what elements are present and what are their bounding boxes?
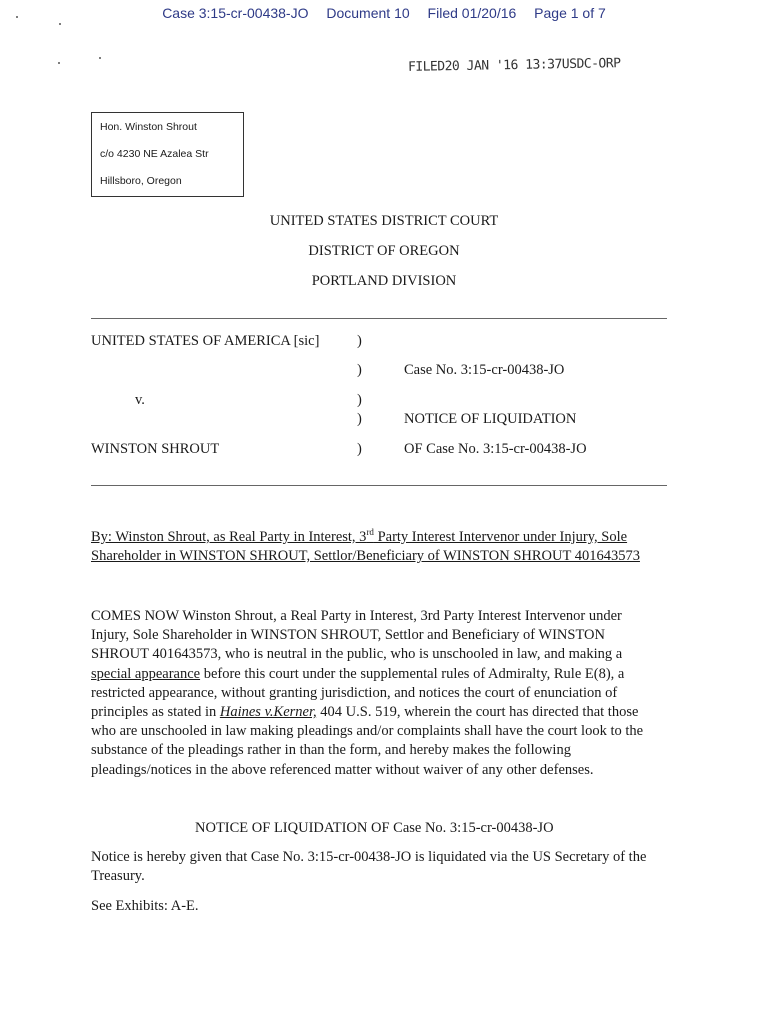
address-line: Hon. Winston Shrout: [100, 121, 197, 133]
address-box: [91, 112, 244, 197]
by-line: [91, 529, 627, 546]
case-number: Case No. 3:15-cr-00438-JO: [404, 362, 565, 378]
filed-stamp: FILED20 JAN '16 13:37USDC-ORP: [407, 56, 621, 75]
by-line-superscript: rd: [366, 527, 374, 538]
special-appearance: special appearance: [91, 665, 201, 682]
caption-paren: ): [357, 333, 362, 349]
scan-speck: [99, 57, 101, 59]
body-text: 404 U.S. 519, wherein the court has directed that those: [316, 704, 639, 721]
scan-speck: [59, 23, 61, 25]
notice-title-case: OF Case No. 3:15-cr-00438-JO: [404, 441, 587, 457]
scan-speck: [16, 16, 18, 18]
body-line: pleadings/notices in the above referenced matter without waiver of any other defenses.: [91, 761, 594, 778]
scan-speck: [58, 62, 60, 64]
body-line: who are unschooled in law making pleadings and/or complaints shall have the court look to the: [91, 723, 644, 740]
body-line: substance of the pleadings rather in than the form, and hereby makes the following: [91, 742, 571, 759]
header-case: Case 3:15-cr-00438-JO: [162, 5, 309, 21]
notice-text: Treasury.: [91, 868, 145, 884]
address-line: Hillsboro, Oregon: [100, 175, 182, 187]
divider: [91, 485, 667, 486]
by-line-2: Shareholder in WINSTON SHROUT, Settlor/Beneficiary of WINSTON SHROUT 401643573: [91, 548, 640, 564]
body-line: SHROUT 401643573, who is neutral in the public, who is unschooled in law, and making a: [91, 646, 623, 663]
body-text: principles as stated in: [91, 704, 220, 721]
by-line-text: By: Winston Shrout, as Real Party in Interest, 3: [91, 529, 367, 545]
notice-text: Notice is hereby given that Case No. 3:15-cr-00438-JO is liquidated via the US Secretary of the: [91, 849, 647, 865]
header-page: Page 1 of 7: [534, 5, 606, 21]
exhibits-reference: See Exhibits: A-E.: [91, 898, 199, 914]
body-line: COMES NOW Winston Shrout, a Real Party in Interest, 3rd Party Interest Intervenor under: [91, 608, 622, 624]
body-line: [91, 665, 671, 684]
notice-heading: NOTICE OF LIQUIDATION OF Case No. 3:15-cr-00438-JO: [195, 820, 554, 836]
body-line: restricted appearance, without granting jurisdiction, and notices the court of enunciation of: [91, 684, 618, 701]
caption-paren: ): [357, 362, 362, 378]
address-line: c/o 4230 NE Azalea Str: [100, 148, 209, 160]
case-citation: Haines v.Kerner,: [219, 704, 317, 721]
plaintiff: UNITED STATES OF AMERICA [sic]: [91, 333, 320, 349]
court-district: DISTRICT OF OREGON: [308, 243, 460, 259]
versus: v.: [135, 392, 145, 408]
caption-paren: ): [357, 392, 362, 408]
defendant: WINSTON SHROUT: [91, 441, 220, 457]
divider: [91, 318, 667, 319]
court-name: UNITED STATES DISTRICT COURT: [269, 213, 499, 229]
body-paragraph: [91, 607, 671, 780]
court-division: PORTLAND DIVISION: [311, 273, 457, 289]
notice-title: NOTICE OF LIQUIDATION: [404, 411, 577, 427]
caption-paren: ): [357, 411, 362, 427]
header-filed: Filed 01/20/16: [427, 5, 517, 21]
by-line-text: Party Interest Intervenor under Injury, Sole: [373, 529, 628, 545]
filing-header: [0, 5, 768, 21]
body-line: [91, 703, 671, 722]
body-text: before this court under the supplemental rules of Admiralty, Rule E(8), a: [200, 665, 625, 682]
body-line: Injury, Sole Shareholder in WINSTON SHROUT, Settlor and Beneficiary of WINSTON: [91, 627, 605, 644]
header-document: Document 10: [326, 5, 410, 21]
caption-paren: ): [357, 441, 362, 457]
